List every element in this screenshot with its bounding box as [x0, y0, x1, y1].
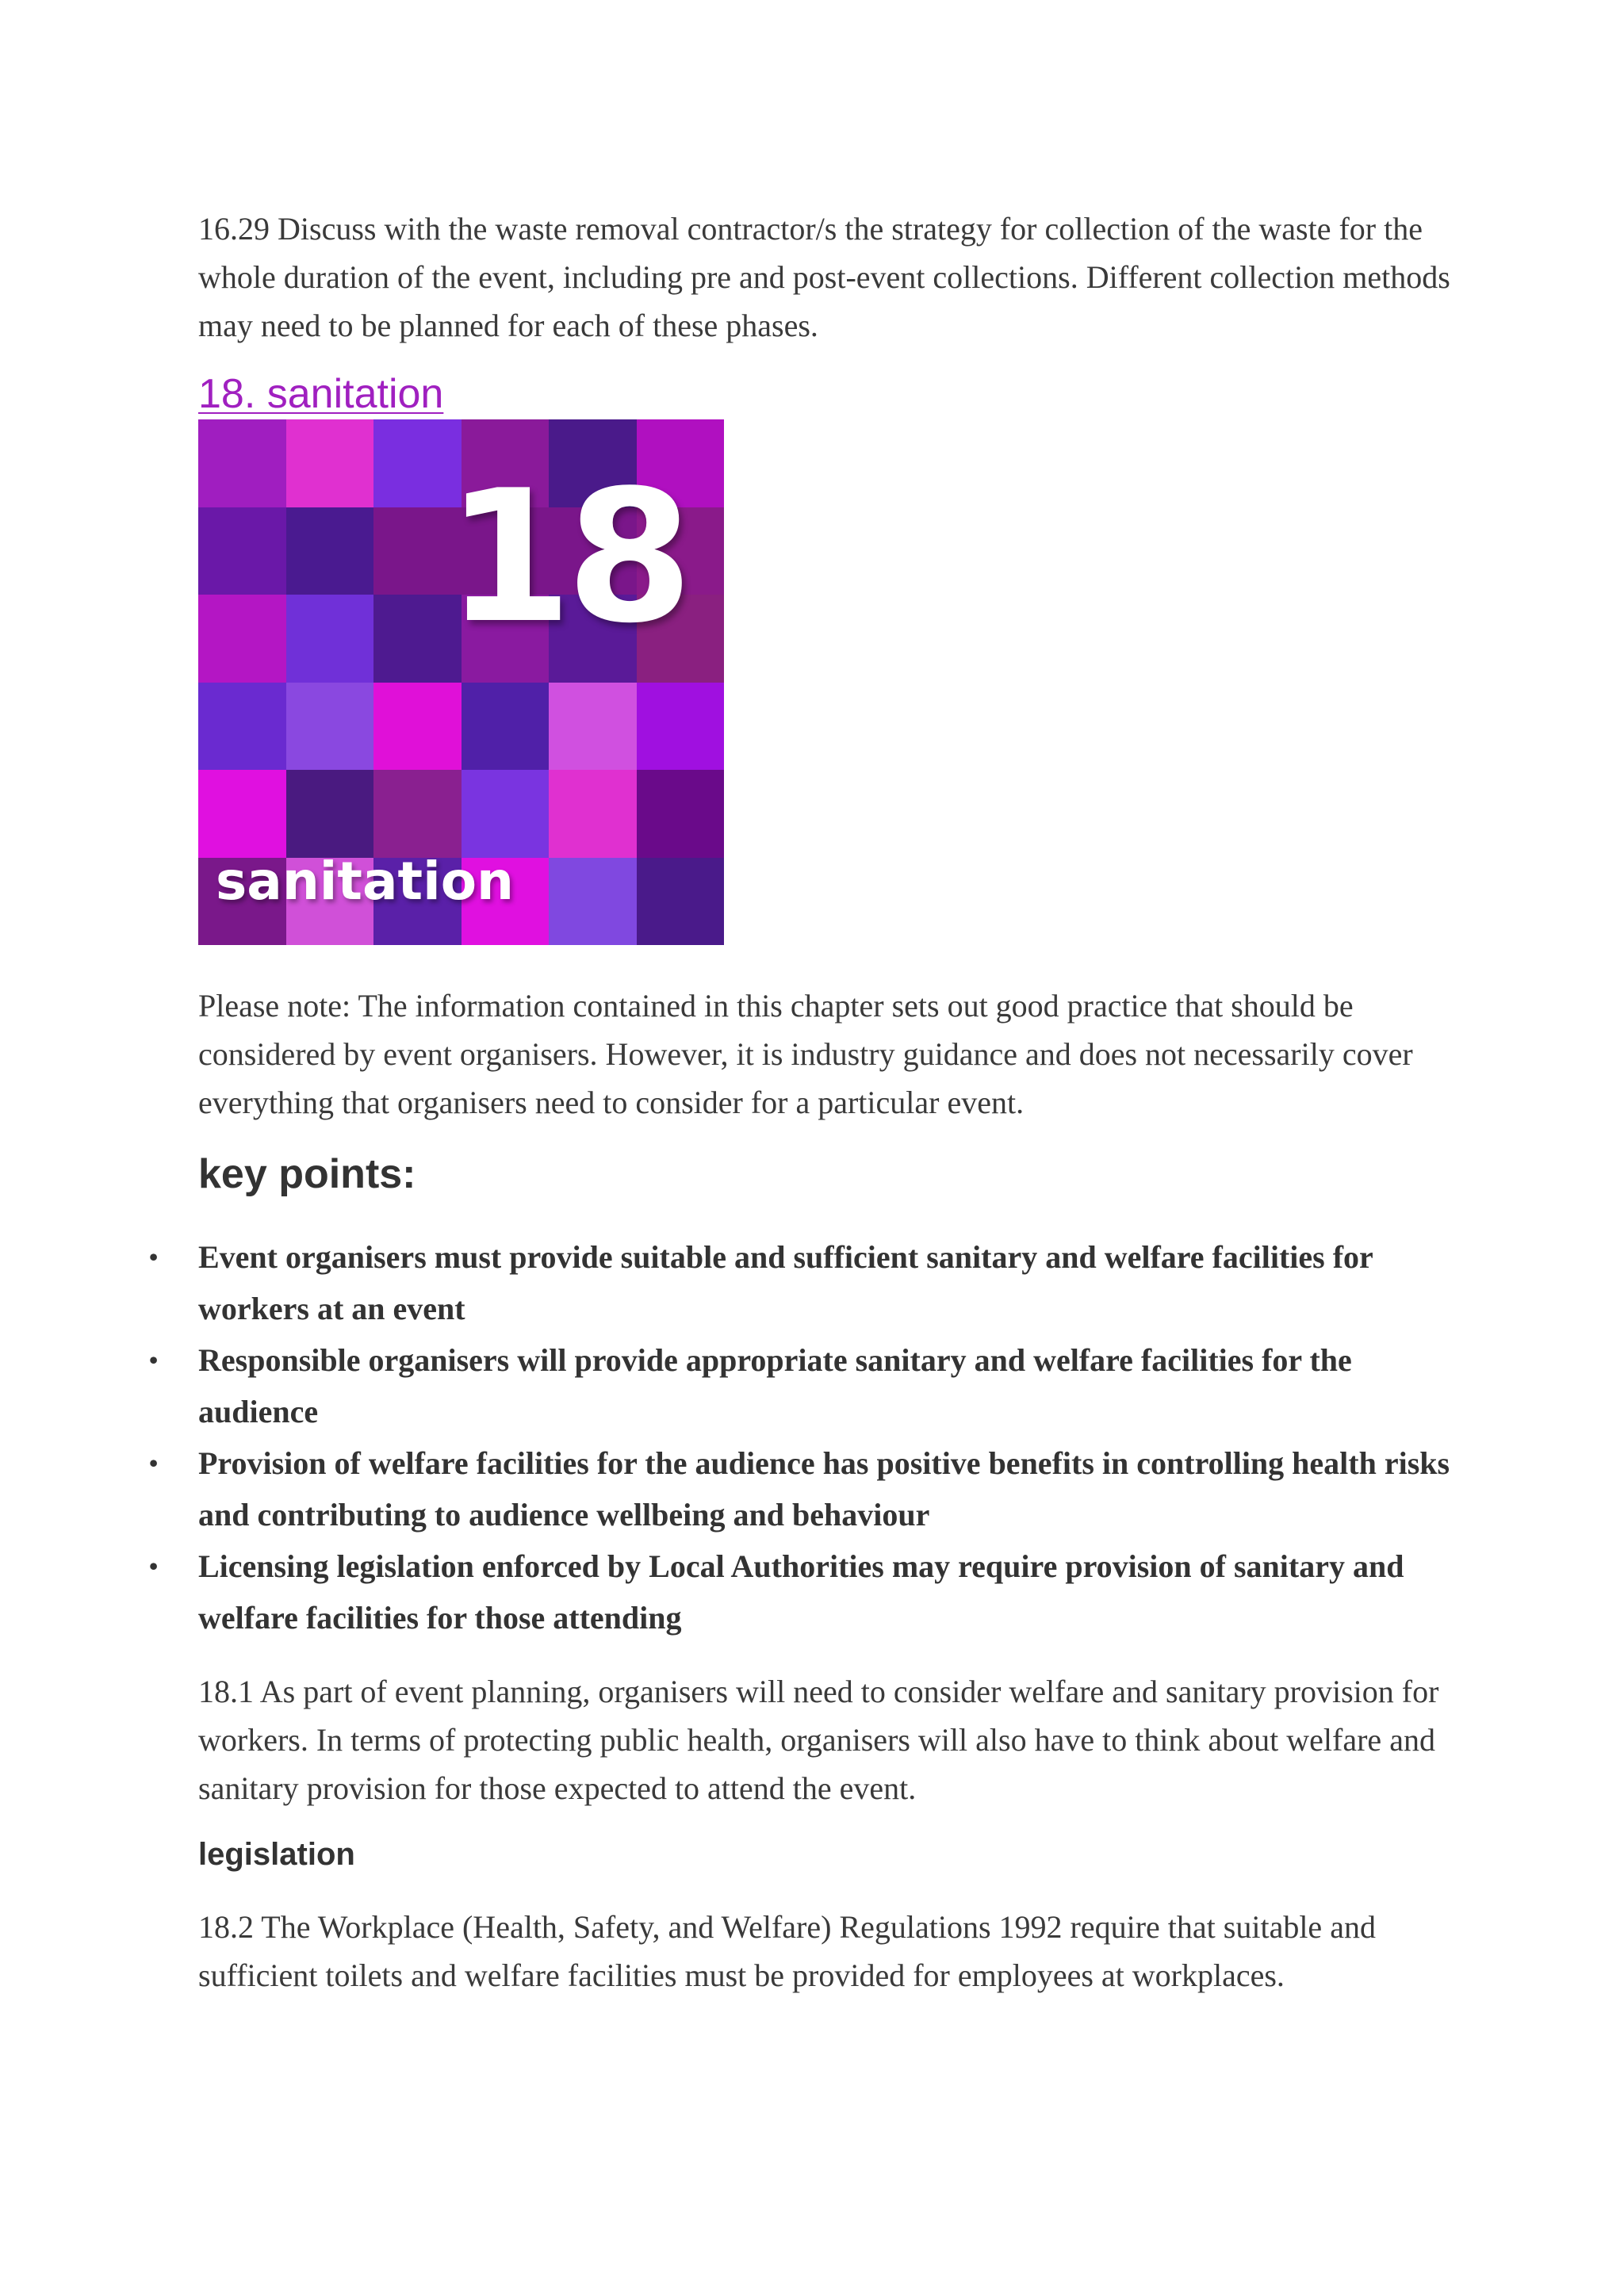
- tile-cell: [637, 683, 725, 771]
- tile-cell: [549, 770, 637, 858]
- bullet-icon: •: [149, 1448, 159, 1477]
- key-point-item: [149, 1334, 1451, 1437]
- tile-cell: [286, 595, 374, 683]
- chapter-link-sanitation[interactable]: 18. sanitation: [198, 371, 444, 417]
- tile-cell: [286, 507, 374, 595]
- tile-cell: [373, 770, 462, 858]
- key-point-text: Responsible organisers will provide appropriate sanitary and welfare facilities for the audience: [198, 1342, 1352, 1429]
- tile-cell: [286, 419, 374, 507]
- key-point-item: [149, 1540, 1451, 1644]
- please-note-paragraph: Please note: The information contained in this chapter sets out good practice that should be considered by event organisers. However, it is industry guidance and does not necessarily cover everything that organisers need to consider for a particular event.: [198, 988, 1413, 1120]
- key-point-text: Licensing legislation enforced by Local Authorities may require provision of sanitary and welfare facilities for those attending: [198, 1548, 1404, 1636]
- paragraph-18-2: 18.2 The Workplace (Health, Safety, and Welfare) Regulations 1992 require that suitable and sufficient toilets and welfare facilities must be provided for employees at workplaces.: [198, 1909, 1376, 1993]
- tile-cell: [462, 683, 550, 771]
- tile-cell: [198, 419, 286, 507]
- paragraph-18-1: 18.1 As part of event planning, organisers will need to consider welfare and sanitary provision for workers. In terms of protecting public health, organisers will also have to think about welfare and sanitary provision for those expected to attend the event.: [198, 1674, 1439, 1806]
- tile-cell: [286, 683, 374, 771]
- tile-cell: [198, 595, 286, 683]
- key-point-item: [149, 1437, 1451, 1540]
- key-points-list: [149, 1231, 1451, 1644]
- bullet-icon: •: [149, 1345, 159, 1374]
- paragraph-16-29: 16.29 Discuss with the waste removal contractor/s the strategy for collection of the waste for the whole duration of the event, including pre and post-event collections. Different collection methods may need to be planned for each of these phases.: [198, 211, 1450, 343]
- tile-cell: [198, 770, 286, 858]
- tile-cell: [286, 770, 374, 858]
- key-point-item: [149, 1231, 1451, 1334]
- tile-word: sanitation: [216, 851, 515, 912]
- bullet-icon: •: [149, 1552, 159, 1580]
- tile-number: 18: [446, 452, 688, 664]
- chapter-tile-image: [198, 419, 724, 945]
- tile-cell: [549, 683, 637, 771]
- key-points-heading: key points:: [198, 1151, 416, 1197]
- tile-cell: [462, 770, 550, 858]
- document-body: [149, 205, 1451, 1999]
- tile-cell: [198, 683, 286, 771]
- tile-cell: [373, 683, 462, 771]
- tile-cell: [637, 770, 725, 858]
- tile-cell: [637, 858, 725, 946]
- key-point-text: Event organisers must provide suitable and sufficient sanitary and welfare facilities for workers at an event: [198, 1239, 1373, 1326]
- bullet-icon: •: [149, 1242, 159, 1271]
- legislation-heading: legislation: [198, 1837, 355, 1872]
- key-point-text: Provision of welfare facilities for the audience has positive benefits in controlling health risks and contributing to audience wellbeing and behaviour: [198, 1445, 1450, 1533]
- tile-cell: [549, 858, 637, 946]
- tile-cell: [198, 507, 286, 595]
